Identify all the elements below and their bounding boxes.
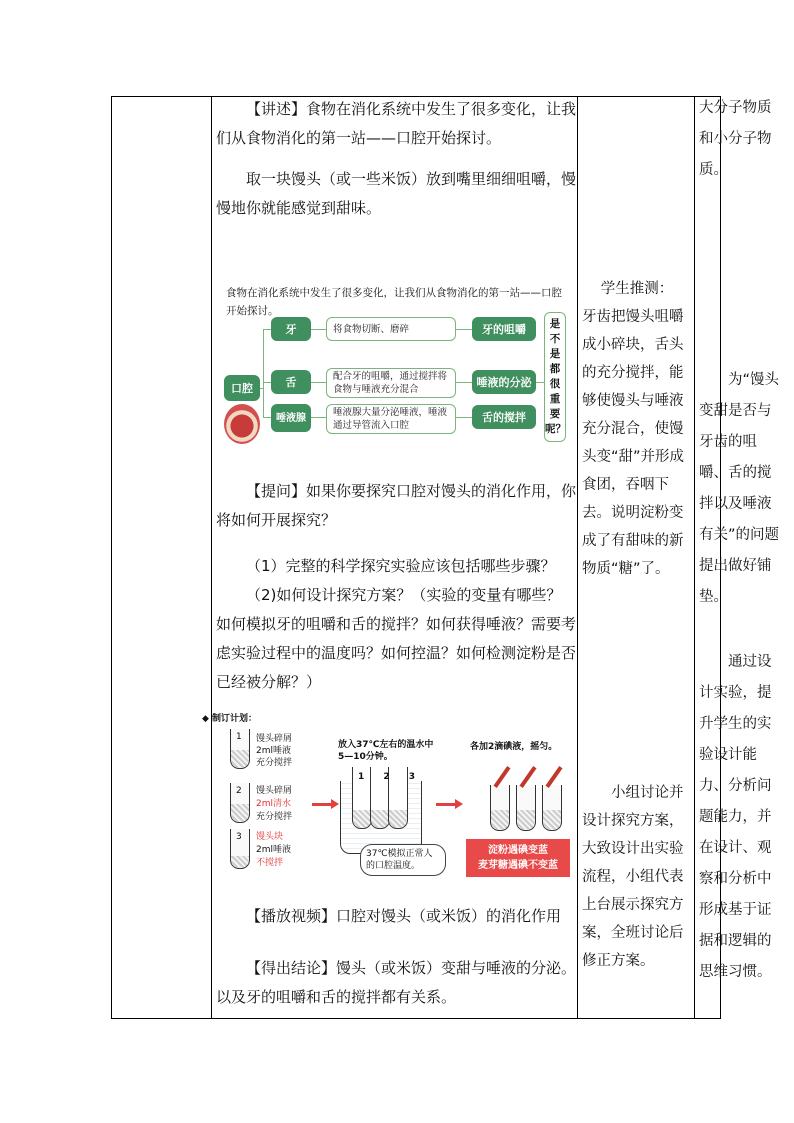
result-tube bbox=[516, 785, 536, 831]
tube3-label-b: 2ml唾液 bbox=[256, 845, 291, 855]
student-guess-text: 牙齿把馒头咀嚼成小碎块，舌头的充分搅拌，能够使馒头与唾液充分混合，使馒头变“甜”并形成食团，吞咽下去。说明淀粉变成了有甜味的新物质“糖”了。 bbox=[582, 309, 685, 577]
tube-number: 2 bbox=[236, 786, 242, 796]
plan-title: ◆ 制订计划： bbox=[202, 714, 258, 724]
step2-text: 各加2滴碘液，摇匀。 bbox=[470, 742, 558, 752]
connector bbox=[311, 417, 326, 418]
tube-number: 3 bbox=[236, 832, 242, 842]
intent-2: 为“馒头变甜是否与牙齿的咀嚼、舌的搅拌以及唾液有关”的问题提出做好铺垫。 bbox=[699, 372, 780, 605]
result-saliva: 唾液的分泌 bbox=[472, 370, 536, 394]
tube3-label-c: 不搅拌 bbox=[256, 858, 284, 868]
step-question-1: （1）完整的科学探究实验应该包括哪些步骤？ bbox=[246, 557, 556, 575]
intent-1: 大分子物质和小分子物质。 bbox=[699, 100, 772, 178]
mouth-icon bbox=[224, 404, 260, 444]
connector bbox=[263, 417, 271, 418]
result-tube bbox=[490, 785, 510, 831]
desc-tongue: 配合牙的咀嚼，通过搅拌将食物与唾液充分混合 bbox=[326, 368, 456, 398]
question-paragraph: 【提问】如果你要探究口腔对馒头的消化作用，你将如何开展探究？ bbox=[216, 482, 577, 529]
tube3-label-a: 馒头块 bbox=[256, 832, 284, 842]
connector bbox=[311, 382, 326, 383]
tube2-label-a: 馒头碎屑 bbox=[256, 786, 293, 796]
student-guess-label: 学生推测： bbox=[600, 281, 674, 297]
tube2-label-b: 2ml清水 bbox=[256, 799, 291, 809]
arrow-icon bbox=[436, 803, 456, 806]
connector bbox=[311, 329, 326, 330]
oral-cavity-diagram bbox=[220, 284, 576, 459]
step1-text: 放入37℃左右的温水中5—10分钟。 bbox=[338, 740, 434, 762]
part-teeth: 牙 bbox=[271, 317, 311, 341]
connector bbox=[456, 329, 472, 330]
connector bbox=[456, 417, 472, 418]
experiment-plan-figure bbox=[200, 711, 580, 881]
connector bbox=[536, 382, 544, 383]
lesson-table bbox=[111, 96, 780, 1019]
arrow-icon bbox=[312, 803, 332, 806]
desc-teeth: 将食物切断、磨碎 bbox=[326, 317, 456, 341]
beaker-numbers: 1 2 3 bbox=[358, 772, 424, 782]
diagram-root: 口腔 bbox=[224, 375, 260, 401]
diagram-caption: 食物在消化系统中发生了很多变化，让我们从食物消化的第一站——口腔开始探讨。 bbox=[226, 287, 562, 317]
result-label: 淀粉遇碘变蓝 麦芽糖遇碘不变蓝 bbox=[466, 839, 570, 877]
step-question-2: （2)如何设计探究方案？（实验的变量有哪些？如何模拟牙的咀嚼和舌的搅拌？如何获得唾液？需要考虑实验过程中的温度吗？如何控温？如何检测淀粉是否已经被分解？） bbox=[216, 586, 577, 691]
question-box: 是不是都很重要呢？ bbox=[544, 312, 566, 442]
tube1-label: 馒头碎屑 2ml唾液 充分搅拌 bbox=[256, 734, 293, 768]
part-salivary-gland: 唾液腺 bbox=[271, 404, 311, 432]
group-discussion-text: 小组讨论并设计探究方案，大致设计出实验流程，小组代表上台展示探究方案，全班讨论后修正方案。 bbox=[582, 785, 684, 969]
part-tongue: 舌 bbox=[271, 370, 311, 394]
intent-3: 通过设计实验，提升学生的实验设计能力、分析问题能力，并在设计、观察和分析中形成基于证据和逻辑的思维习惯。 bbox=[699, 654, 772, 980]
connector bbox=[263, 329, 271, 330]
connector bbox=[263, 382, 271, 383]
result-chewing: 牙的咀嚼 bbox=[472, 317, 536, 341]
tube2-label-c: 充分搅拌 bbox=[256, 812, 293, 822]
temperature-bubble: 37℃模拟正常人的口腔温度。 bbox=[360, 844, 446, 876]
desc-saliva: 唾液腺大量分泌唾液，唾液通过导管流入口腔 bbox=[326, 404, 456, 434]
connector bbox=[456, 382, 472, 383]
connector bbox=[263, 329, 264, 417]
narration-paragraph: 【讲述】食物在消化系统中发生了很多变化，让我们从食物消化的第一站——口腔开始探讨。 bbox=[216, 100, 577, 147]
conclusion-paragraph: 【得出结论】馒头（或米饭）变甜与唾液的分泌。以及牙的咀嚼和舌的搅拌都有关系。 bbox=[216, 959, 577, 1006]
chew-paragraph: 取一块馒头（或一些米饭）放到嘴里细细咀嚼，慢慢地你就能感觉到甜味。 bbox=[216, 170, 577, 217]
result-tube bbox=[542, 785, 562, 831]
column-divider bbox=[694, 97, 695, 1018]
result-stirring: 舌的搅拌 bbox=[472, 405, 536, 429]
video-paragraph: 【播放视频】口腔对馒头（或米饭）的消化作用 bbox=[246, 907, 562, 925]
connector bbox=[260, 388, 264, 389]
tube-number: 1 bbox=[236, 732, 242, 742]
